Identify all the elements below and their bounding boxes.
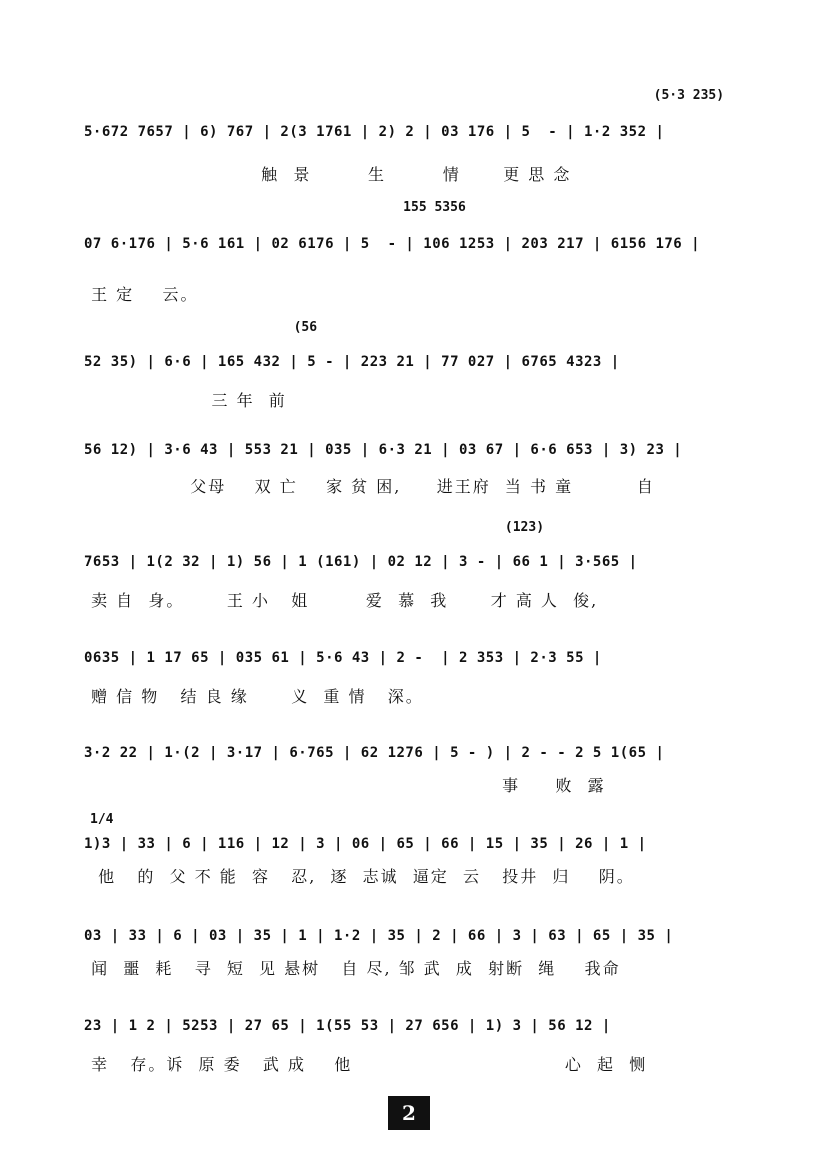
score-system-5 bbox=[0, 520, 826, 630]
lyric-line: 触 景 生 情 更 思 念 bbox=[84, 165, 572, 184]
jianpu-notes: 56 12) | 3·6 43 | 553 21 | 035 | 6·3 21 | 03 67 | 6·6 653 | 3) 23 | bbox=[84, 442, 683, 458]
lyric-line: 父母 双 亡 家 贫 困, 进王府 当 书 童 自 bbox=[84, 477, 655, 496]
score-system-8 bbox=[0, 810, 826, 920]
score-system-3 bbox=[0, 320, 826, 430]
lyric-line: 卖 自 身。 王 小 姐 爱 慕 我 才 高 人 俊, bbox=[84, 591, 599, 610]
overscore-line: 155 5356 bbox=[4, 200, 466, 215]
score-system-10 bbox=[0, 1000, 826, 1110]
lyric-line: 闻 噩 耗 寻 短 见 悬树 自 尽, 邹 武 成 射断 绳 我命 bbox=[84, 959, 621, 978]
lyric-line: 王 定 云。 bbox=[84, 285, 199, 304]
jianpu-notes: 5·672 7657 | 6) 767 | 2(3 1761 | 2) 2 | 03 176 | 5 - | 1·2 352 | bbox=[84, 124, 665, 140]
overscore-line: (123) bbox=[4, 520, 545, 535]
lyric-line: 他 的 父 不 能 容 忍, 逐 志诚 逼定 云 投井 归 阴。 bbox=[84, 867, 635, 886]
jianpu-notes: 03 | 33 | 6 | 03 | 35 | 1 | 1·2 | 35 | 2 | 66 | 3 | 63 | 65 | 35 | bbox=[84, 928, 674, 944]
score-system-1 bbox=[0, 88, 826, 198]
jianpu-notes: 0635 | 1 17 65 | 035 61 | 5·6 43 | 2 - | 2 353 | 2·3 55 | bbox=[84, 650, 602, 666]
jianpu-notes: 7653 | 1(2 32 | 1) 56 | 1 (161) | 02 12 | 3 - | 66 1 | 3·565 | bbox=[84, 554, 638, 570]
lyric-line: 事 败 露 bbox=[84, 776, 606, 795]
jianpu-notes: 52 35) | 6·6 | 165 432 | 5 - | 223 21 | 77 027 | 6765 4323 | bbox=[84, 354, 620, 370]
page-number: 2 bbox=[388, 1096, 430, 1130]
jianpu-notes: 3·2 22 | 1·(2 | 3·17 | 6·765 | 62 1276 | 5 - ) | 2 - - 2 5 1(65 | bbox=[84, 745, 665, 761]
jianpu-notes: 07 6·176 | 5·6 161 | 02 6176 | 5 - | 106 1253 | 203 217 | 6156 176 | bbox=[84, 236, 701, 252]
score-system-6 bbox=[0, 630, 826, 740]
lyric-line: 赠 信 物 结 良 缘 义 重 情 深。 bbox=[84, 687, 424, 706]
jianpu-notes: 23 | 1 2 | 5253 | 27 65 | 1(55 53 | 27 656 | 1) 3 | 56 12 | bbox=[84, 1018, 611, 1034]
score-system-2 bbox=[0, 200, 826, 310]
lyric-line: 幸 存。诉 原 委 武 成 他 心 起 恻 bbox=[84, 1055, 648, 1074]
jianpu-notes: 1)3 | 33 | 6 | 116 | 12 | 3 | 06 | 65 | 66 | 15 | 35 | 26 | 1 | bbox=[84, 836, 647, 852]
overscore-line: (5·3 235) bbox=[4, 88, 725, 103]
overscore-line: (56 bbox=[4, 320, 318, 335]
overscore-line: 1/4 bbox=[90, 812, 114, 827]
lyric-line: 三 年 前 bbox=[84, 391, 287, 410]
